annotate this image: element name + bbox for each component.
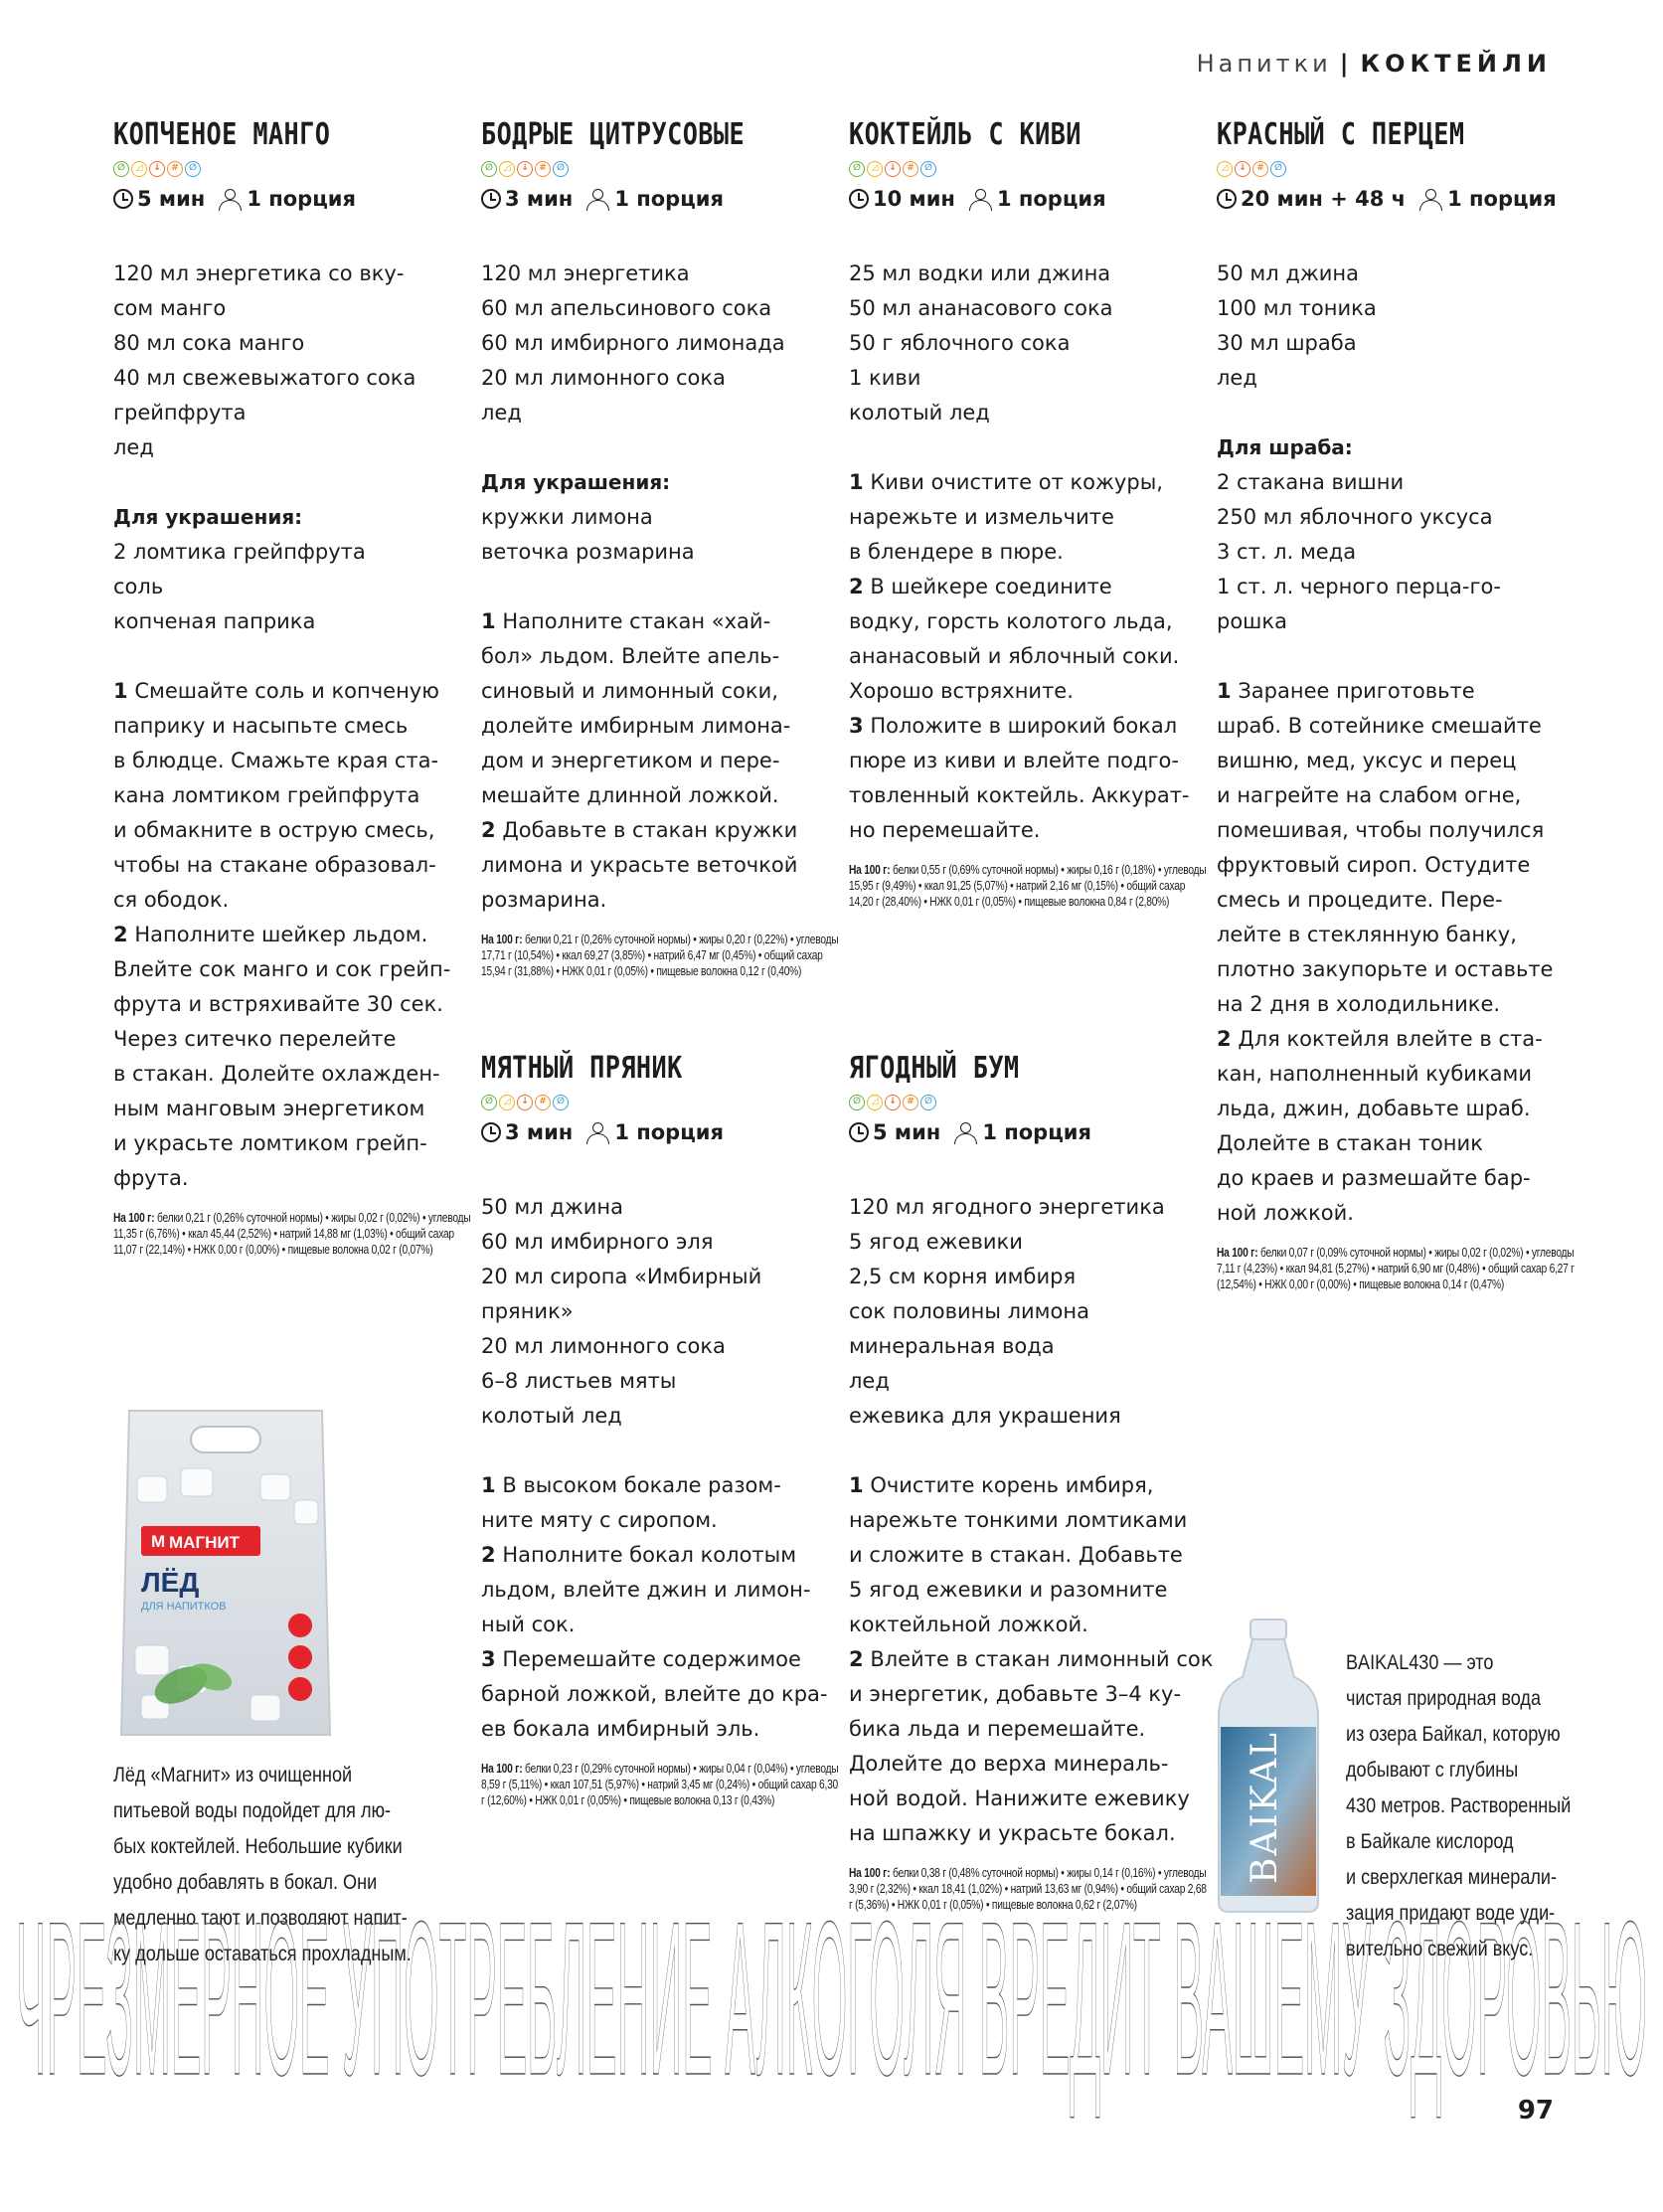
svg-text:M: M <box>151 1532 166 1551</box>
steps <box>481 604 839 918</box>
clock-icon <box>113 189 133 209</box>
clock-icon <box>849 189 869 209</box>
nut-free-icon: # <box>167 161 183 177</box>
nutrition-facts: На 100 г: белки 0,21 г (0,26% суточной нормы) • жиры 0,20 г (0,22%) • углеводы 17,71 г (10,54%) • ккал 69,27 (3,85%) • натрий 6,47 мг (0,45%) • общий сахар 15,94 г (31,88%) • НЖК 0,01 г (0,05%) • пищевые волокна 0,12 г (0,40%) <box>481 933 839 978</box>
vegan-icon: ∅ <box>849 161 865 177</box>
page-number: 97 <box>1517 2096 1554 2126</box>
lactose-free-icon: ◿ <box>131 161 147 177</box>
step: 1 Киви очистите от кожуры, нарежьте и измельчите в блендере в пюре. <box>849 470 1163 564</box>
garnish-list: 2 ломтика грейпфрута соль копченая паприка <box>113 540 366 633</box>
step: 2 Влейте в стакан лимонный сок и энергетик, добавьте 3–4 ку- бика льда и перемешайте. Долейте до верха минераль- ной водой. Нанижите ежевику на шпажку и украсьте бокал. <box>849 1647 1214 1845</box>
recipe-meta <box>113 185 471 213</box>
step: 1 Заранее приготовьте шраб. В сотейнике смешайте вишню, мед, уксус и перец и нагрейте на слабом огне, помешивая, чтобы получился фруктовый сироп. Остудите смесь и процедите. Пере- лейте в стеклянную банку, плотно закупорьте и оставьте на 2 дня в холодильнике. <box>1217 679 1554 1016</box>
gluten-free-icon: ∅ <box>920 1095 936 1110</box>
recipe-title: МЯТНЫЙ ПРЯНИК <box>481 1051 683 1086</box>
ice-ad-caption: Лёд «Магнит» из очищенной питьевой воды подойдет для лю- бых коктейлей. Небольшие кубики удобно добавлять в бокал. Они медленно тают и позволяют напит- ку дольше оставаться прохладным. <box>113 1764 412 1965</box>
recipe-portions: 1 порция <box>614 1120 724 1144</box>
person-icon <box>1417 189 1443 209</box>
step: 1 Смешайте соль и копченую паприку и насыпьте смесь в блюдце. Смажьте края ста- кана ломтиком грейпфрута и обмакните в острую смесь, чтобы на стакане образовал- ся ободок. <box>113 679 439 912</box>
recipe-meta <box>849 185 1207 213</box>
recipe-time: 3 мин <box>505 1120 574 1144</box>
garnish-list: кружки лимона веточка розмарина <box>481 505 695 564</box>
recipe-meta <box>481 185 839 213</box>
gluten-free-icon: ∅ <box>553 161 569 177</box>
recipe-portions: 1 порция <box>247 187 356 211</box>
nutrition-facts: На 100 г: белки 0,07 г (0,09% суточной нормы) • жиры 0,02 г (0,02%) • углеводы 7,11 г (4,23%) • ккал 94,81 (5,27%) • натрий 6,90 мг (0,48%) • общий сахар 6,27 г (12,54%) • НЖК 0,00 г (0,00%) • пищевые волокна 0,14 г (0,47%) <box>1217 1246 1575 1291</box>
step: 3 Положите в широкий бокал пюре из киви и влейте подго- товленный коктейль. Аккурат- но перемешайте. <box>849 714 1190 842</box>
recipe-portions: 1 порция <box>982 1120 1091 1144</box>
clock-icon <box>481 189 501 209</box>
water-ad-caption: BAIKAL430 — это чистая природная вода из озера Байкал, которую добывают с глубины 430 метров. Растворенный в Байкале кислород и сверхлегкая минерали- зация придают воде уди- вительно свежий вкус. <box>1346 1651 1572 1960</box>
garnish-label: Для украшения: <box>113 505 303 529</box>
recipe-red-pepper <box>1217 117 1614 1292</box>
diet-icons <box>113 159 471 179</box>
ice-brand: МАГНИТ <box>169 1533 240 1552</box>
nutrition-facts: На 100 г: белки 0,38 г (0,48% суточной нормы) • жиры 0,14 г (0,16%) • углеводы 3,90 г (2,32%) • ккал 18,41 (1,02%) • натрий 13,63 мг (0,94%) • общий сахар 2,68 г (5,36%) • НЖК 0,01 г (0,05%) • пищевые волокна 0,62 г (2,07%) <box>849 1866 1207 1912</box>
shrub-list: 2 стакана вишни 250 мл яблочного уксуса 3 ст. л. меда 1 ст. л. черного перца-го- рошка <box>1217 470 1501 633</box>
nut-free-icon: # <box>535 1095 551 1110</box>
person-icon <box>952 1122 978 1142</box>
person-icon <box>217 189 243 209</box>
sugar-free-icon: ↓ <box>517 1095 533 1110</box>
ingredients: 120 мл энергетика 60 мл апельсинового сока 60 мл имбирного лимонада 20 мл лимонного сока лед <box>481 261 785 425</box>
nutrition-facts: На 100 г: белки 0,21 г (0,26% суточной нормы) • жиры 0,02 г (0,02%) • углеводы 11,35 г (6,76%) • ккал 45,44 (2,52%) • натрий 14,88 мг (1,03%) • общий сахар 11,07 г (22,14%) • НЖК 0,00 г (0,00%) • пищевые волокна 0,02 г (0,07%) <box>113 1211 471 1257</box>
clock-icon <box>849 1122 869 1142</box>
vegan-icon: ∅ <box>113 161 129 177</box>
sugar-free-icon: ↓ <box>1235 161 1250 177</box>
recipe-time: 5 мин <box>137 187 206 211</box>
gluten-free-icon: ∅ <box>920 161 936 177</box>
lactose-free-icon: ◿ <box>1217 161 1233 177</box>
sugar-free-icon: ↓ <box>149 161 165 177</box>
ingredients: 50 мл джина 100 мл тоника 30 мл шраба лед <box>1217 261 1377 390</box>
header-separator: | <box>1339 50 1353 78</box>
header-section: КОКТЕЙЛИ <box>1360 50 1552 78</box>
step: 1 В высоком бокале разом- ните мяту с сиропом. <box>481 1473 781 1532</box>
ingredients: 120 мл ягодного энергетика 5 ягод ежевики 2,5 см корня имбиря сок половины лимона минеральная вода лед ежевика для украшения <box>849 1195 1165 1428</box>
clock-icon <box>481 1122 501 1142</box>
step: 2 Для коктейля влейте в ста- кан, наполненный кубиками льда, джин, добавьте шраб. Долейте в стакан тоник до краев и размешайте бар- ной ложкой. <box>1217 1027 1543 1225</box>
step: 2 Добавьте в стакан кружки лимона и украсьте веточкой розмарина. <box>481 818 798 912</box>
water-brand: BAIKAL <box>1245 1730 1285 1884</box>
alcohol-warning <box>16 1499 1647 2185</box>
steps <box>849 465 1207 848</box>
step: 3 Перемешайте содержимое барной ложкой, влейте до кра- ев бокала имбирный эль. <box>481 1647 828 1741</box>
person-icon <box>584 1122 610 1142</box>
lactose-free-icon: ◿ <box>867 161 883 177</box>
lactose-free-icon: ◿ <box>499 161 515 177</box>
page-header <box>1197 50 1552 78</box>
nut-free-icon: # <box>903 161 918 177</box>
clock-icon <box>1217 189 1237 209</box>
steps <box>113 674 471 1196</box>
step: 1 Наполните стакан «хай- бол» льдом. Влейте апель- синовый и лимонный соки, долейте имбирным лимона- дом и энергетиком и пере- мешайте длинной ложкой. <box>481 609 791 807</box>
recipe-meta <box>481 1118 839 1146</box>
recipe-portions: 1 порция <box>614 187 724 211</box>
shrub-label: Для шраба: <box>1217 435 1353 459</box>
person-icon <box>967 189 993 209</box>
lactose-free-icon: ◿ <box>499 1095 515 1110</box>
vegan-icon: ∅ <box>481 1095 497 1110</box>
nut-free-icon: # <box>535 161 551 177</box>
diet-icons <box>481 159 839 179</box>
vegan-icon: ∅ <box>481 161 497 177</box>
ingredients: 50 мл джина 60 мл имбирного эля 20 мл сиропа «Имбирный пряник» 20 мл лимонного сока 6–8 листьев мяты колотый лед <box>481 1195 762 1428</box>
step: 1 Очистите корень имбиря, нарежьте тонкими ломтиками и сложите в стакан. Добавьте 5 ягод ежевики и разомните коктейльной ложкой. <box>849 1473 1188 1636</box>
gluten-free-icon: ∅ <box>553 1095 569 1110</box>
ingredients: 25 мл водки или джина 50 мл ананасового сока 50 г яблочного сока 1 киви колотый лед <box>849 261 1113 425</box>
gluten-free-icon: ∅ <box>185 161 201 177</box>
step: 2 Наполните шейкер льдом. Влейте сок манго и сок грейп- фрута и встряхивайте 30 сек. Через ситечко перелейте в стакан. Долейте охлажден- ным манговым энергетиком и украсьте ломтиком грейп- фрута. <box>113 923 451 1190</box>
recipe-citrus <box>481 117 839 979</box>
recipe-meta <box>1217 185 1614 213</box>
sugar-free-icon: ↓ <box>517 161 533 177</box>
diet-icons <box>1217 159 1614 179</box>
ice-product-sub: ДЛЯ НАПИТКОВ <box>141 1601 227 1613</box>
recipe-title: КОКТЕЙЛЬ С КИВИ <box>849 117 1081 152</box>
person-icon <box>584 189 610 209</box>
diet-icons <box>849 159 1207 179</box>
diet-icons <box>849 1093 1247 1112</box>
step: 2 В шейкере соедините водку, горсть колотого льда, ананасовый и яблочный соки. Хорошо встряхните. <box>849 575 1180 703</box>
recipe-title: ЯГОДНЫЙ БУМ <box>849 1051 1020 1086</box>
sugar-free-icon: ↓ <box>885 161 901 177</box>
header-category: Напитки <box>1196 50 1332 78</box>
ice-product: ЛЁД <box>141 1567 200 1598</box>
recipe-title: КРАСНЫЙ С ПЕРЦЕМ <box>1217 117 1465 152</box>
recipe-smoked-mango <box>113 117 471 1258</box>
recipe-title: КОПЧЕНОЕ МАНГО <box>113 117 331 152</box>
diet-icons <box>481 1093 839 1112</box>
gluten-free-icon: ∅ <box>1270 161 1286 177</box>
recipe-kiwi <box>849 117 1207 910</box>
vegan-icon: ∅ <box>849 1095 865 1110</box>
recipe-portions: 1 порция <box>996 187 1106 211</box>
steps <box>1217 674 1614 1231</box>
recipe-portions: 1 порция <box>1447 187 1557 211</box>
ingredients: 120 мл энергетика со вку- сом манго 80 мл сока манго 40 мл свежевыжатого сока грейпфрута лед <box>113 261 416 459</box>
nutrition-facts: На 100 г: белки 0,55 г (0,69% суточной нормы) • жиры 0,16 г (0,18%) • углеводы 15,95 г (9,49%) • ккал 91,25 (5,07%) • натрий 2,16 мг (0,15%) • общий сахар 14,20 г (28,40%) • НЖК 0,01 г (0,05%) • пищевые волокна 0,84 г (2,80%) <box>849 863 1207 909</box>
recipe-meta <box>849 1118 1247 1146</box>
lactose-free-icon: ◿ <box>867 1095 883 1110</box>
nut-free-icon: # <box>903 1095 918 1110</box>
sugar-free-icon: ↓ <box>885 1095 901 1110</box>
step: 2 Наполните бокал колотым льдом, влейте джин и лимон- ный сок. <box>481 1543 811 1636</box>
recipe-time: 3 мин <box>505 187 574 211</box>
garnish-label: Для украшения: <box>481 470 671 494</box>
alcohol-warning-text: ЧРЕЗМЕРНОЕ УПОТРЕБЛЕНИЕ АЛКОГОЛЯ ВРЕДИТ ВАШЕМУ ЗДОРОВЬЮ <box>16 1876 1647 2121</box>
recipe-title: БОДРЫЕ ЦИТРУСОВЫЕ <box>481 117 746 152</box>
nut-free-icon: # <box>1252 161 1268 177</box>
recipe-time: 10 мин <box>873 187 955 211</box>
nutrition-facts: На 100 г: белки 0,23 г (0,29% суточной нормы) • жиры 0,04 г (0,04%) • углеводы 8,59 г (5,11%) • ккал 107,51 (5,97%) • натрий 3,45 мг (0,24%) • общий сахар 6,30 г (12,60%) • НЖК 0,01 г (0,05%) • пищевые волокна 0,13 г (0,43%) <box>481 1762 839 1807</box>
recipe-time: 5 мин <box>873 1120 941 1144</box>
recipe-time: 20 мин + 48 ч <box>1241 187 1407 211</box>
